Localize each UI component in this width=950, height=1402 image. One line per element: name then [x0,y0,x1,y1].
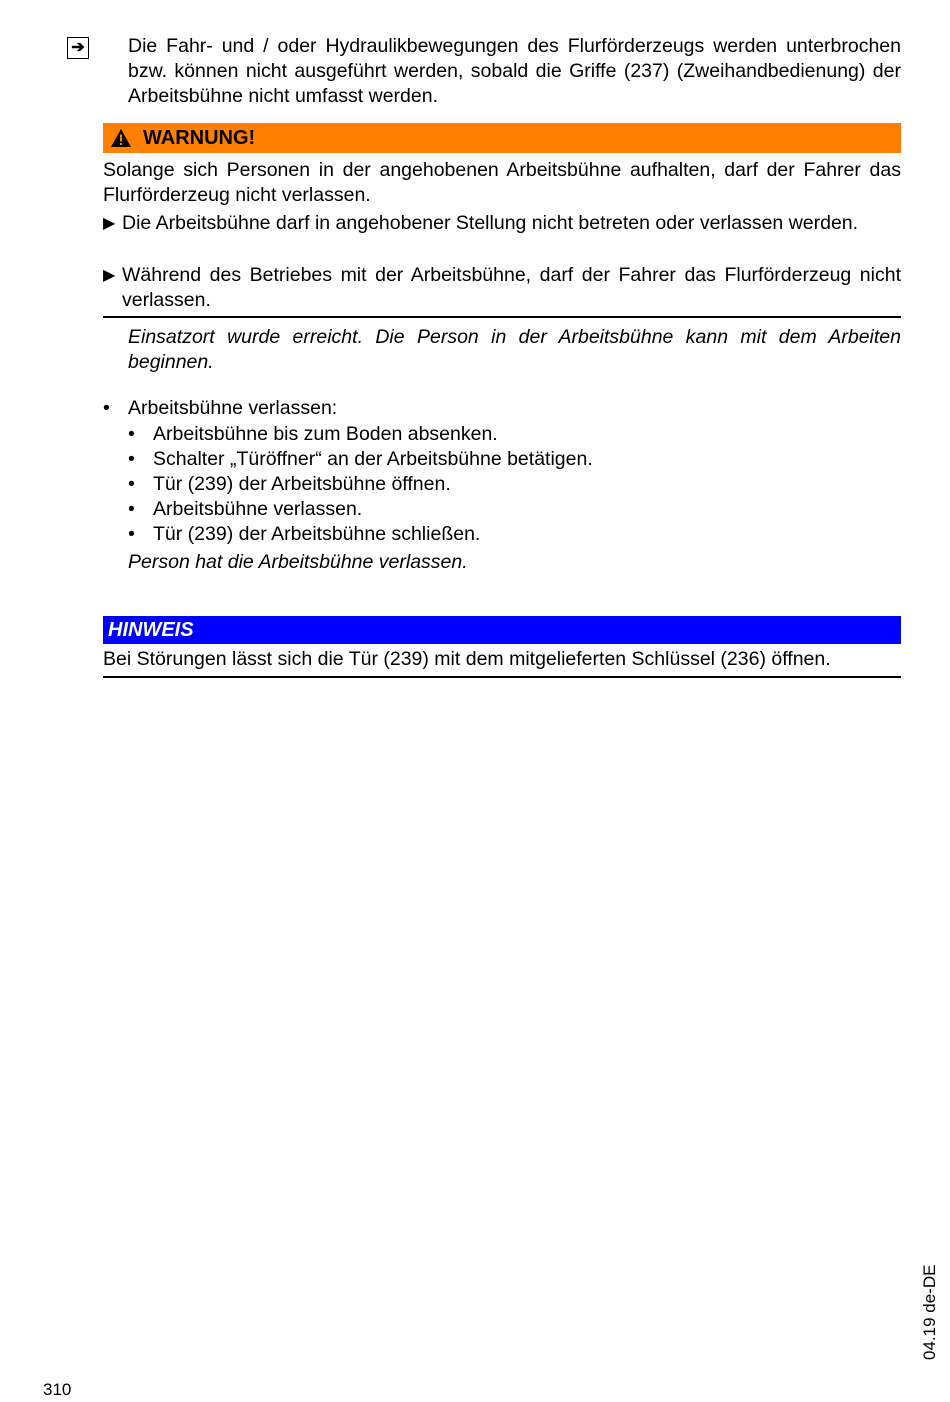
hint-end-divider [103,676,901,678]
bullet: • [128,423,135,445]
bullet: • [128,448,135,470]
warning-item-text: Während des Betriebes mit der Arbeitsbühne, darf der Fahrer das Flurförderzeug nicht verlassen. [122,264,901,311]
warning-item [103,263,901,313]
arrow-right-icon: ➔ [67,37,89,59]
triangle-bullet-icon: ▶ [103,267,116,284]
warning-title: WARNUNG! [143,126,256,149]
substep-text: Arbeitsbühne verlassen. [153,498,363,520]
bullet: • [128,523,135,545]
warning-end-divider [103,316,901,318]
substep-text: Tür (239) der Arbeitsbühne schließen. [153,523,481,545]
triangle-bullet-icon: ▶ [103,215,116,232]
bullet: • [128,498,135,520]
step-result-text: Person hat die Arbeitsbühne verlassen. [128,551,468,573]
substep-text: Tür (239) der Arbeitsbühne öffnen. [153,473,451,495]
warning-triangle-icon [110,128,132,148]
substep-item [128,497,901,522]
step-item [103,396,901,421]
hint-title: HINWEIS [108,618,194,641]
hint-text: Bei Störungen lässt sich die Tür (239) mit dem mitgelieferten Schlüssel (236) öffnen. [103,648,831,670]
warning-item-text: Die Arbeitsbühne darf in angehobener Stellung nicht betreten oder verlassen werden. [122,212,859,234]
substep-text: Arbeitsbühne bis zum Boden absenken. [153,423,498,445]
step-text: Arbeitsbühne verlassen: [128,397,338,419]
substep-item [128,447,901,472]
warning-banner [103,123,901,153]
hint-banner [103,616,901,644]
substep-text: Schalter „Türöffner“ an der Arbeitsbühne betätigen. [153,448,593,470]
result-text: Einsatzort wurde erreicht. Die Person in der Arbeitsbühne kann mit dem Arbeiten beginnen. [128,326,901,373]
bullet: • [128,473,135,495]
substep-item [128,522,901,547]
warning-item [103,211,901,236]
substep-item [128,422,901,447]
intro-text: Die Fahr- und / oder Hydraulikbewegungen des Flurförderzeugs werden unterbrochen bzw. können nicht ausgeführt werden, sobald die Griffe (237) (Zweihandbedienung) der Arbeitsbühne nicht umfasst werden. [128,35,901,107]
page-number: 310 [43,1380,72,1399]
version-label: 04.19 de-DE [920,1264,939,1360]
bullet: • [103,397,110,419]
substep-item [128,472,901,497]
warning-text: Solange sich Personen in der angehobenen Arbeitsbühne aufhalten, darf der Fahrer das Flurförderzeug nicht verlassen. [103,159,901,206]
